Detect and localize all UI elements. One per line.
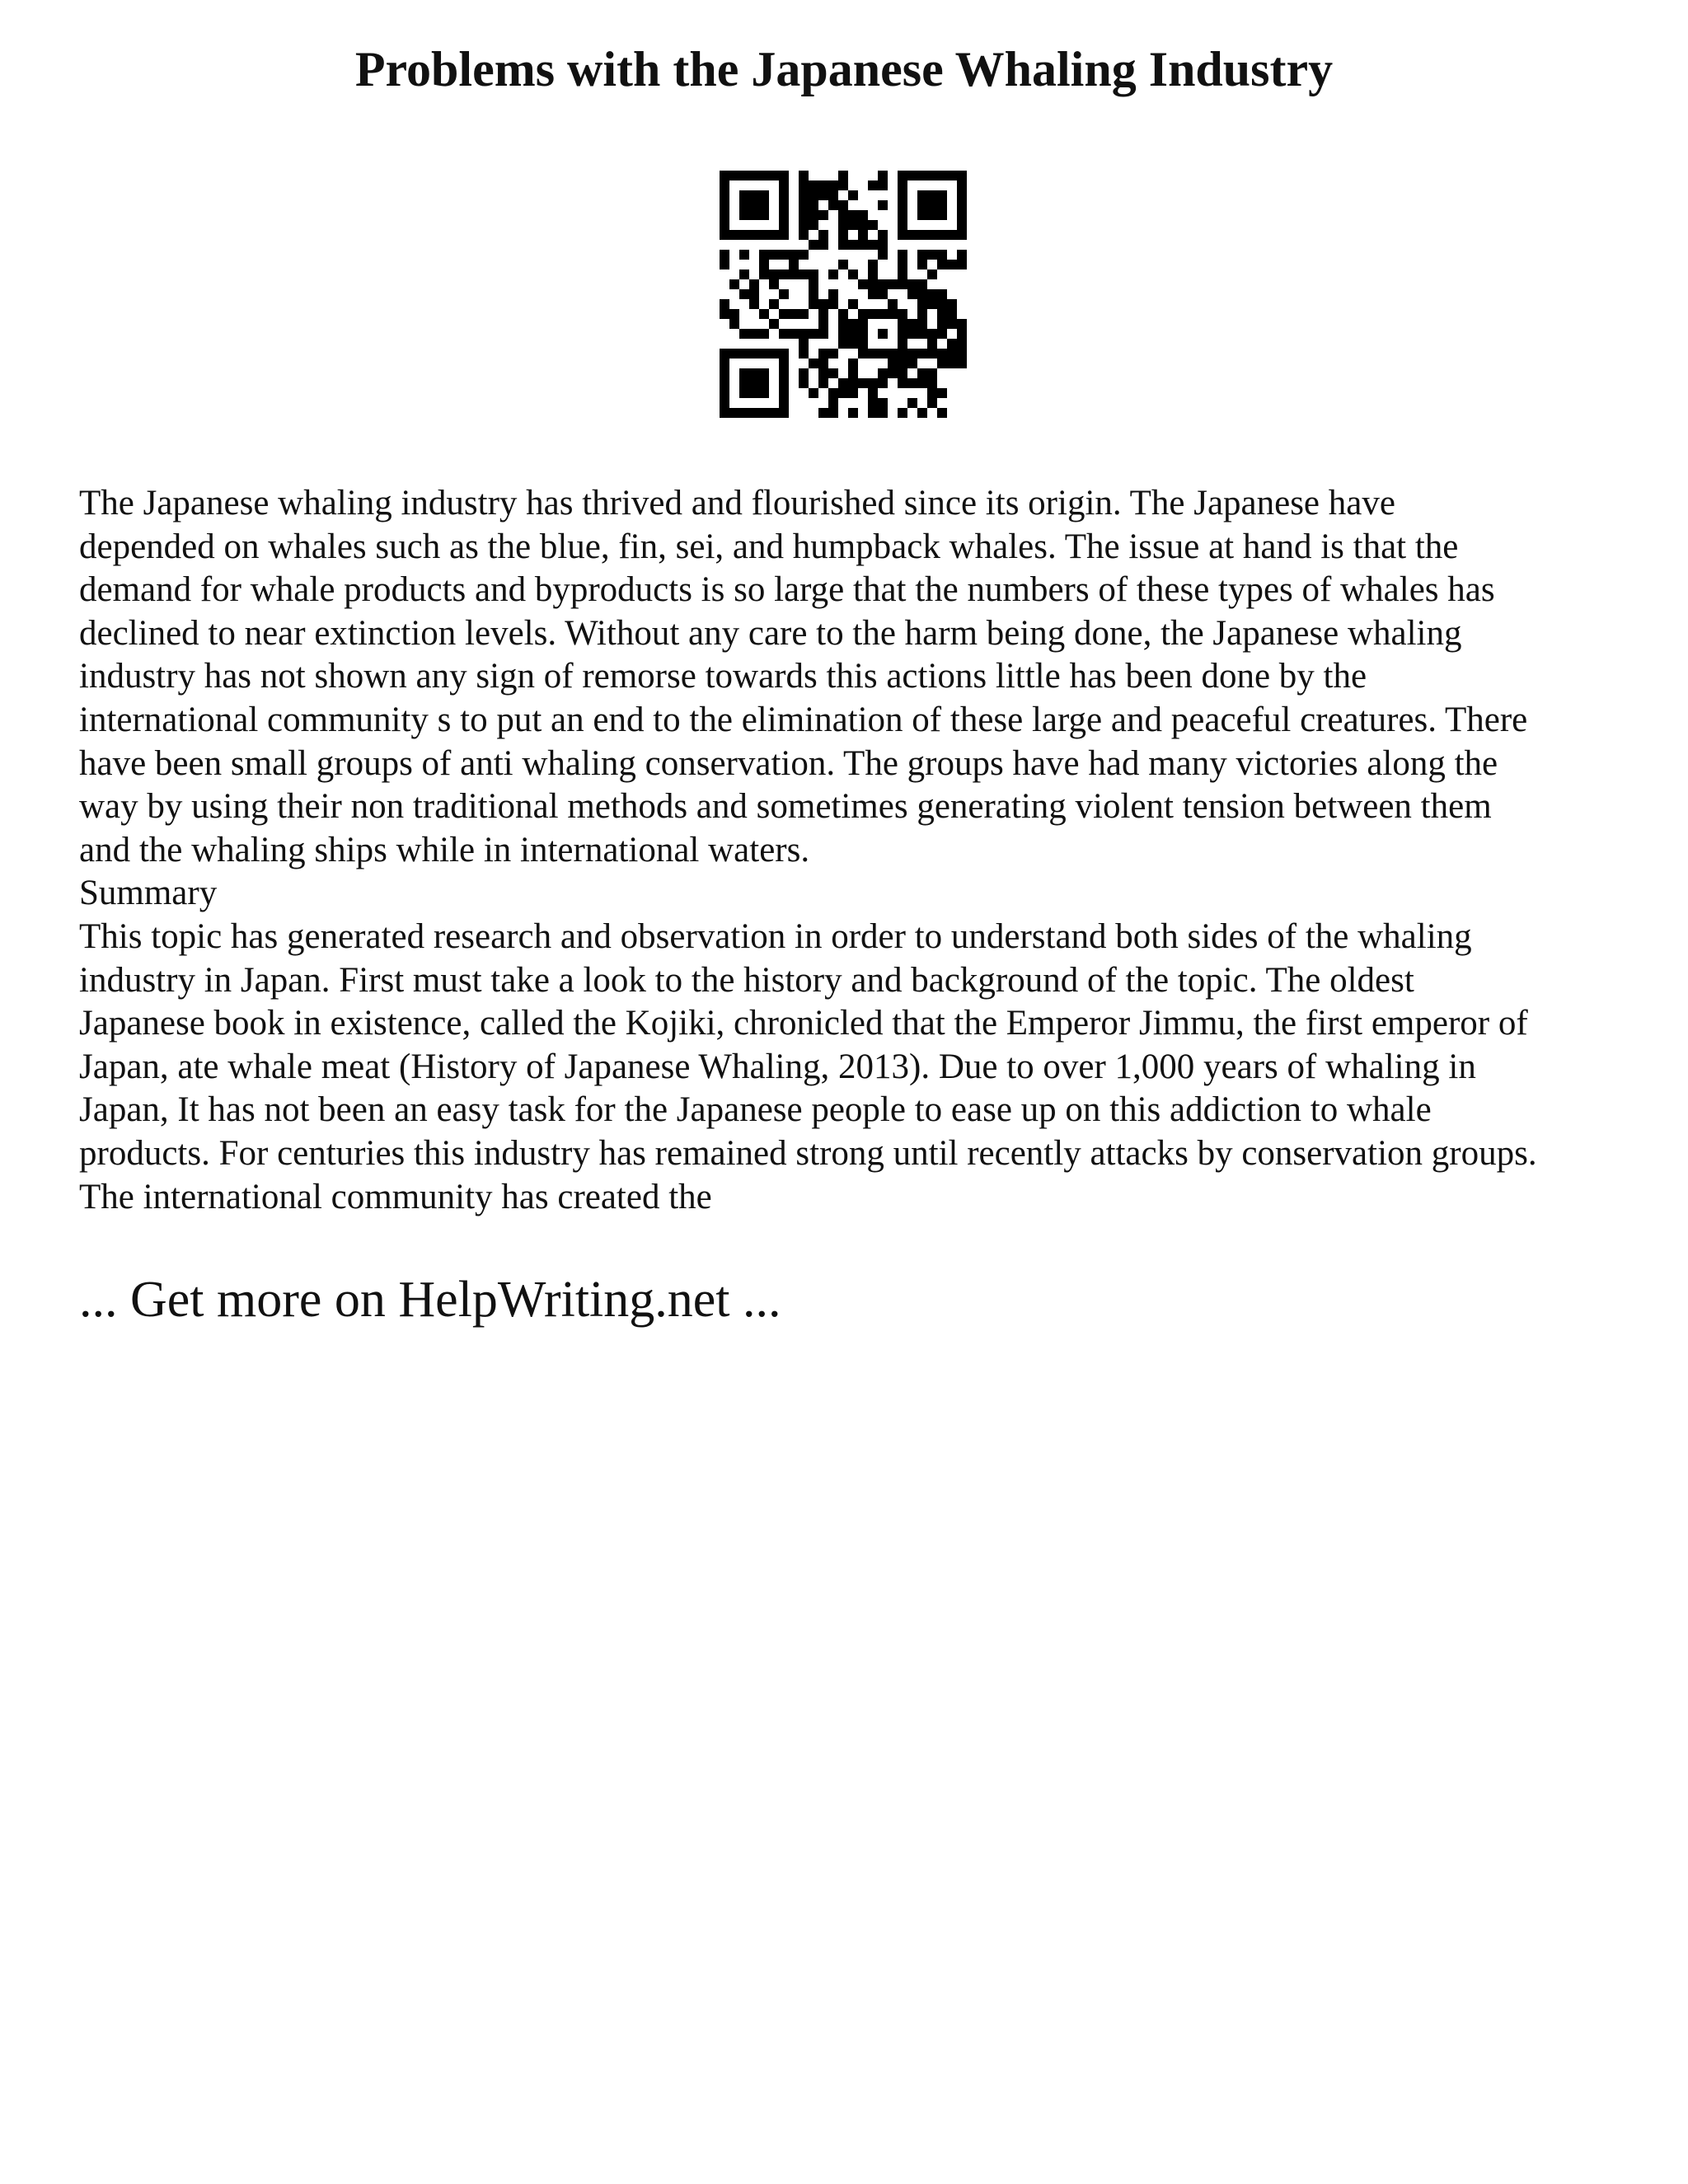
text-line: Japanese book in existence, called the Kojiki, chronicled that the Emperor Jimmu, the first emperor of [79,1004,1528,1043]
summary-paragraph [79,916,1645,1219]
section-heading: Summary [79,874,218,913]
text-line: way by using their non traditional methods and sometimes generating violent tension between them [79,787,1492,827]
text-line: Japan, ate whale meat (History of Japanese Whaling, 2013). Due to over 1,000 years of whaling in [79,1047,1476,1086]
text-line: Japan, It has not been an easy task for the Japanese people to ease up on this addiction to whale [79,1090,1432,1130]
text-line: international community s to put an end to the elimination of these large and peaceful creatures. There [79,700,1528,739]
text-line: industry has not shown any sign of remorse towards this actions little has been done by the [79,657,1367,696]
text-line: industry in Japan. First must take a look to the history and background of the topic. The oldest [79,960,1414,1000]
intro-paragraph [79,482,1645,872]
text-line: declined to near extinction levels. Without any care to the harm being done, the Japanese whaling [79,613,1462,653]
text-line: The Japanese whaling industry has thrived and flourished since its origin. The Japanese have [79,484,1395,523]
get-more-link[interactable]: ... Get more on HelpWriting.net ... [79,1272,781,1328]
page-title: Problems with the Japanese Whaling Industry [354,42,1334,96]
qr-code [720,171,967,418]
text-line: and the whaling ships while in international waters. [79,830,810,869]
article-body [79,482,1645,1219]
text-line: demand for whale products and byproducts is so large that the numbers of these types of whales has [79,570,1495,610]
qr-code-icon [720,171,967,418]
text-line: The international community has created the [79,1177,712,1216]
text-line: depended on whales such as the blue, fin, sei, and humpback whales. The issue at hand is that the [79,527,1459,566]
text-line: products. For centuries this industry has remained strong until recently attacks by conservation groups. [79,1133,1537,1173]
text-line: This topic has generated research and observation in order to understand both sides of the whaling [79,916,1472,956]
text-line: have been small groups of anti whaling conservation. The groups have had many victories along the [79,743,1498,783]
